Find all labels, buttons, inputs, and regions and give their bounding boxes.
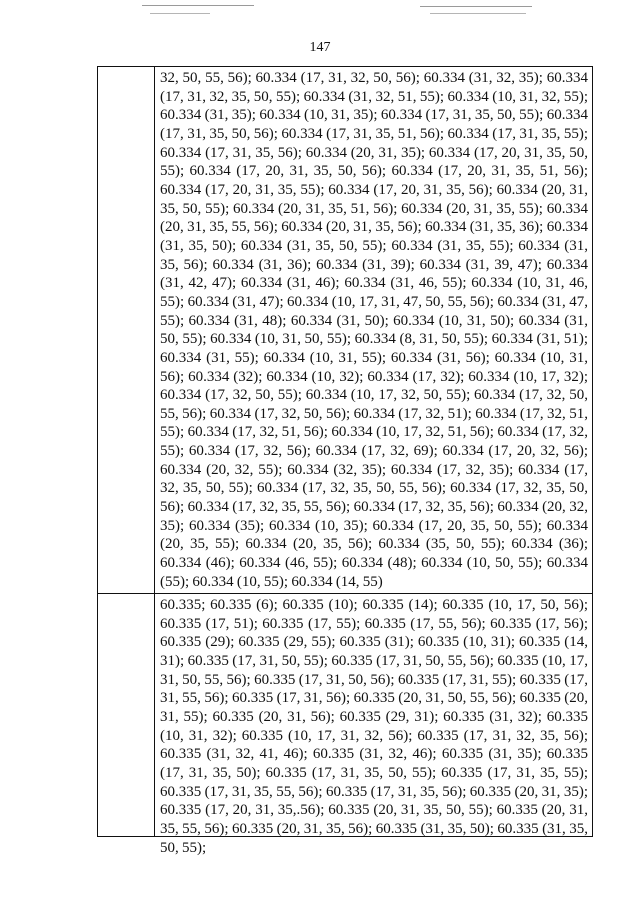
table-cell-right [155, 67, 593, 594]
cell-text: 60.335; 60.335 (6); 60.335 (10); 60.335 (14); 60.335 (10, 17, 50, 56); 60.335 (17, 51); 60.335 (17, 55); 60.335 (17, 55, 56); 60.335 (17, 56); 60.335 (29); 60.335 (29, 55); 60.335 (31); 60.335 (10, 31); 60.335 (14, 31); 60.335 (17, 31, 50, 55); 60.335 (17, 31, 50, 55, 56); 60.335 (10, 17, 31, 50, 55, 56); 60.335 (17, 31, 50, 56); 60.335 (17, 31, 55); 60.335 (17, 31, 55, 56); 60.335 (17, 31, 56); 60.335 (20, 31, 50, 55, 56); 60.335 (20, 31, 55); 60.335 (20, 31, 56); 60.335 (29, 31); 60.335 (31, 32); 60.335 (10, 31, 32); 60.335 (10, 17, 31, 32, 56); 60.335 (17, 31, 32, 35, 56); 60.335 (31, 32, 41, 46); 60.335 (31, 32, 46); 60.335 (31, 35); 60.335 (17, 31, 35, 50); 60.335 (17, 31, 35, 50, 55); 60.335 (17, 31, 35, 55); 60.335 (17, 31, 35, 55, 56); 60.335 (17, 31, 35, 56); 60.335 (20, 31, 35); 60.335 (17, 20, 31, 35,.56); 60.335 (20, 31, 35, 50, 55); 60.335 (20, 31, 35, 55, 56); 60.335 (20, 31, 35, 56); 60.335 (31, 35, 50); 60.335 (31, 35, 50, 55); [160, 597, 588, 856]
scan-artifact-line [420, 6, 532, 7]
table-cell-left [98, 594, 155, 837]
scan-artifact-top [0, 0, 640, 22]
scan-artifact-line [150, 13, 210, 14]
table-row [98, 67, 593, 594]
document-table [97, 66, 593, 856]
table-row [98, 594, 593, 837]
page-number: 147 [309, 40, 331, 55]
table-cell-left [98, 67, 155, 594]
cell-text: 32, 50, 55, 56); 60.334 (17, 31, 32, 50, 56); 60.334 (31, 32, 35); 60.334 (17, 31, 32, 35, 50, 55); 60.334 (31, 32, 51, 55); 60.334 (10, 31, 32, 55); 60.334 (31, 35); 60.334 (10, 31, 35); 60.334 (17, 31, 35, 50, 55); 60.334 (17, 31, 35, 50, 56); 60.334 (17, 31, 35, 51, 56); 60.334 (17, 31, 35, 55); 60.334 (17, 31, 35, 56); 60.334 (20, 31, 35); 60.334 (17, 20, 31, 35, 50, 55); 60.334 (17, 20, 31, 35, 50, 56); 60.334 (17, 20, 31, 35, 51, 56); 60.334 (17, 20, 31, 35, 55); 60.334 (17, 20, 31, 35, 56); 60.334 (20, 31, 35, 50, 55); 60.334 (20, 31, 35, 51, 56); 60.334 (20, 31, 35, 55); 60.334 (20, 31, 35, 55, 56); 60.334 (20, 31, 35, 56); 60.334 (31, 35, 36); 60.334 (31, 35, 50); 60.334 (31, 35, 50, 55); 60.334 (31, 35, 55); 60.334 (31, 35, 56); 60.334 (31, 36); 60.334 (31, 39); 60.334 (31, 39, 47); 60.334 (31, 42, 47); 60.334 (31, 46); 60.334 (31, 46, 55); 60.334 (10, 31, 46, 55); 60.334 (31, 47); 60.334 (10, 17, 31, 47, 50, 55, 56); 60.334 (31, 47, 55); 60.334 (31, 48); 60.334 (31, 50); 60.334 (10, 31, 50); 60.334 (31, 50, 55); 60.334 (10, 31, 50, 55); 60.334 (8, 31, 50, 55); 60.334 (31, 51); 60.334 (31, 55); 60.334 (10, 31, 55); 60.334 (31, 56); 60.334 (10, 31, 56); 60.334 (32); 60.334 (10, 32); 60.334 (17, 32); 60.334 (10, 17, 32); 60.334 (17, 32, 50, 55); 60.334 (10, 17, 32, 50, 55); 60.334 (17, 32, 50, 55, 56); 60.334 (17, 32, 50, 56); 60.334 (17, 32, 51); 60.334 (17, 32, 51, 55); 60.334 (17, 32, 51, 56); 60.334 (10, 17, 32, 51, 56); 60.334 (17, 32, 55); 60.334 (17, 32, 56); 60.334 (17, 32, 69); 60.334 (17, 20, 32, 56); 60.334 (20, 32, 55); 60.334 (32, 35); 60.334 (17, 32, 35); 60.334 (17, 32, 35, 50, 55); 60.334 (17, 32, 35, 50, 55, 56); 60.334 (17, 32, 35, 50, 56); 60.334 (17, 32, 35, 55, 56); 60.334 (17, 32, 35, 56); 60.334 (20, 32, 35); 60.334 (35); 60.334 (10, 35); 60.334 (17, 20, 35, 50, 55); 60.334 (20, 35, 55); 60.334 (20, 35, 56); 60.334 (35, 50, 55); 60.334 (36); 60.334 (46); 60.334 (46, 55); 60.334 (48); 60.334 (10, 50, 55); 60.334 (55); 60.334 (10, 55); 60.334 (14, 55) [160, 70, 588, 590]
table-cell-right [155, 594, 593, 856]
scan-artifact-line [430, 13, 526, 14]
scan-artifact-line [142, 5, 254, 6]
